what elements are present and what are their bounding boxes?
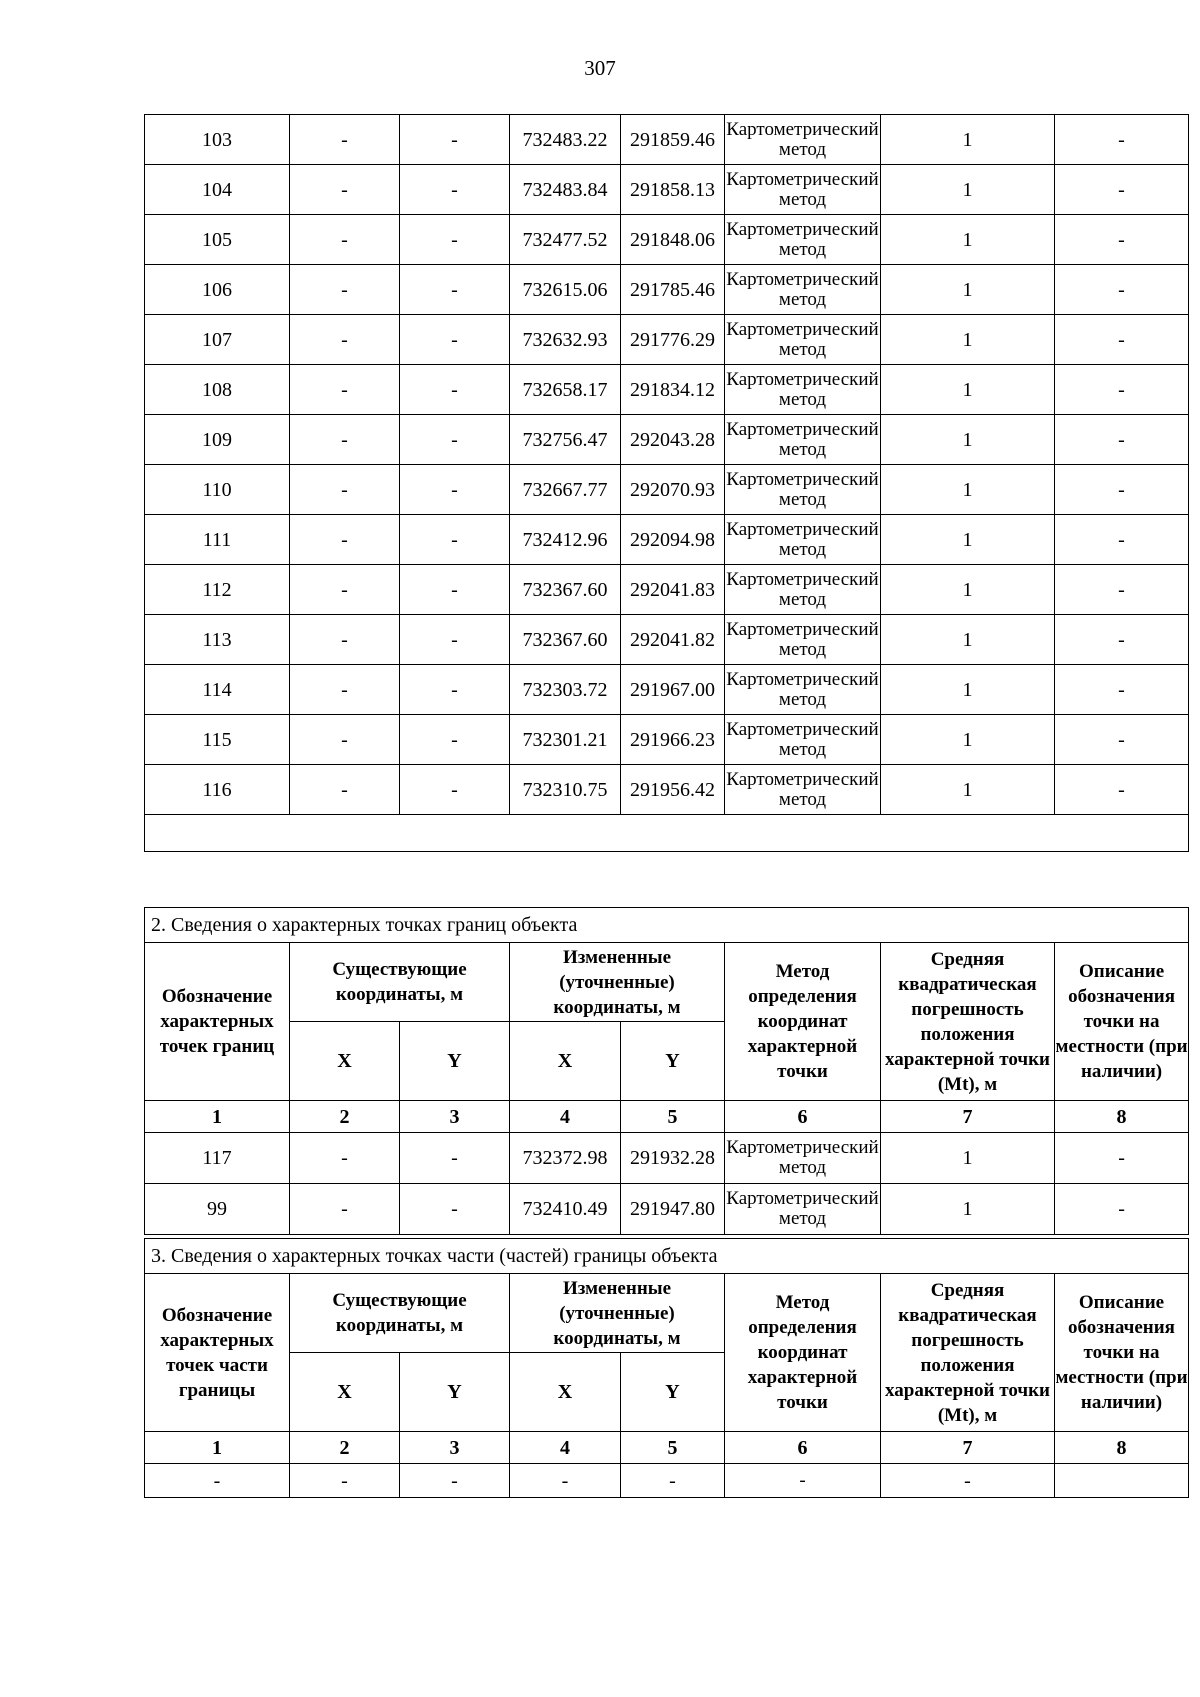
existing-y-cell: - [400, 415, 510, 465]
mean-square-error-cell: 1 [881, 215, 1055, 265]
column-number: 1 [145, 1101, 290, 1133]
table-row [145, 165, 1189, 215]
header-existing-coordinates: Существующие координаты, м [290, 1274, 510, 1353]
changed-x-cell: 732367.60 [510, 615, 621, 665]
mean-square-error-cell: - [881, 1464, 1055, 1498]
changed-x-cell: 732483.84 [510, 165, 621, 215]
method-cell: Картометрический метод [725, 115, 881, 165]
column-number: 6 [725, 1432, 881, 1464]
header-existing-coordinates: Существующие координаты, м [290, 943, 510, 1022]
table-row [145, 215, 1189, 265]
point-id-cell: 113 [145, 615, 290, 665]
mean-square-error-cell: 1 [881, 415, 1055, 465]
header-description: Описание обозначения точки на местности (при наличии) [1055, 1274, 1189, 1432]
existing-x-cell: - [290, 1133, 400, 1184]
changed-y-cell: 292070.93 [621, 465, 725, 515]
existing-x-cell: - [290, 715, 400, 765]
description-cell: - [1055, 365, 1189, 415]
table-row [145, 1184, 1189, 1235]
header-changed-coordinates: Измененные (уточненные) координаты, м [510, 943, 725, 1022]
mean-square-error-cell: 1 [881, 765, 1055, 815]
mean-square-error-cell: 1 [881, 1184, 1055, 1235]
existing-y-cell: - [400, 465, 510, 515]
changed-y-cell: 291858.13 [621, 165, 725, 215]
header-changed-y: Y [621, 1022, 725, 1101]
point-id-cell: 116 [145, 765, 290, 815]
method-cell: Картометрический метод [725, 615, 881, 665]
section2-boundary-points-table [144, 907, 1189, 1235]
table-row [145, 565, 1189, 615]
column-number: 8 [1055, 1101, 1189, 1133]
column-number: 5 [621, 1432, 725, 1464]
table-row [145, 415, 1189, 465]
header-existing-x: X [290, 1353, 400, 1432]
description-cell: - [1055, 215, 1189, 265]
existing-y-cell: - [400, 715, 510, 765]
changed-x-cell: 732367.60 [510, 565, 621, 615]
existing-y-cell: - [400, 165, 510, 215]
column-number: 6 [725, 1101, 881, 1133]
existing-y-cell: - [400, 565, 510, 615]
method-cell: Картометрический метод [725, 365, 881, 415]
changed-y-cell: - [621, 1464, 725, 1498]
column-number: 7 [881, 1101, 1055, 1133]
changed-y-cell: 291848.06 [621, 215, 725, 265]
existing-x-cell: - [290, 565, 400, 615]
point-id-cell: 114 [145, 665, 290, 715]
method-cell: Картометрический метод [725, 515, 881, 565]
changed-y-cell: 291785.46 [621, 265, 725, 315]
description-cell: - [1055, 415, 1189, 465]
header-existing-x: X [290, 1022, 400, 1101]
changed-x-cell: 732658.17 [510, 365, 621, 415]
method-cell: Картометрический метод [725, 315, 881, 365]
existing-y-cell: - [400, 115, 510, 165]
changed-x-cell: 732372.98 [510, 1133, 621, 1184]
header-existing-y: Y [400, 1022, 510, 1101]
table-row [145, 315, 1189, 365]
mean-square-error-cell: 1 [881, 115, 1055, 165]
description-cell: - [1055, 315, 1189, 365]
column-number: 1 [145, 1432, 290, 1464]
existing-x-cell: - [290, 1464, 400, 1498]
table-row [145, 615, 1189, 665]
method-cell: Картометрический метод [725, 715, 881, 765]
description-cell: - [1055, 265, 1189, 315]
header-mean-square-error: Средняя квадратическая погрешность положения характерной точки (Mt), м [881, 943, 1055, 1101]
table-row [145, 115, 1189, 165]
point-id-cell: 107 [145, 315, 290, 365]
point-id-cell: 99 [145, 1184, 290, 1235]
description-cell: - [1055, 715, 1189, 765]
mean-square-error-cell: 1 [881, 515, 1055, 565]
method-cell: Картометрический метод [725, 215, 881, 265]
method-cell: Картометрический метод [725, 1184, 881, 1235]
method-cell: Картометрический метод [725, 665, 881, 715]
description-cell: - [1055, 665, 1189, 715]
changed-x-cell: 732412.96 [510, 515, 621, 565]
changed-y-cell: 291932.28 [621, 1133, 725, 1184]
point-id-cell: 110 [145, 465, 290, 515]
description-cell: - [1055, 165, 1189, 215]
changed-x-cell: 732483.22 [510, 115, 621, 165]
header-mean-square-error: Средняя квадратическая погрешность положения характерной точки (Mt), м [881, 1274, 1055, 1432]
point-id-cell: 108 [145, 365, 290, 415]
point-id-cell: 111 [145, 515, 290, 565]
point-id-cell: 117 [145, 1133, 290, 1184]
point-id-cell: 105 [145, 215, 290, 265]
description-cell: - [1055, 765, 1189, 815]
existing-y-cell: - [400, 265, 510, 315]
existing-x-cell: - [290, 265, 400, 315]
existing-x-cell: - [290, 415, 400, 465]
method-cell: - [725, 1464, 881, 1498]
description-cell: - [1055, 515, 1189, 565]
changed-y-cell: 291967.00 [621, 665, 725, 715]
mean-square-error-cell: 1 [881, 365, 1055, 415]
header-existing-y: Y [400, 1353, 510, 1432]
point-id-cell: 103 [145, 115, 290, 165]
header-changed-x: X [510, 1353, 621, 1432]
mean-square-error-cell: 1 [881, 565, 1055, 615]
changed-x-cell: 732477.52 [510, 215, 621, 265]
existing-y-cell: - [400, 365, 510, 415]
coordinates-table-continued [144, 114, 1189, 852]
point-id-cell: 115 [145, 715, 290, 765]
mean-square-error-cell: 1 [881, 715, 1055, 765]
mean-square-error-cell: 1 [881, 165, 1055, 215]
existing-x-cell: - [290, 1184, 400, 1235]
changed-y-cell: 291966.23 [621, 715, 725, 765]
column-number: 4 [510, 1101, 621, 1133]
header-designation: Обозначение характерных точек границ [145, 943, 290, 1101]
changed-x-cell: 732632.93 [510, 315, 621, 365]
column-number: 7 [881, 1432, 1055, 1464]
column-number: 2 [290, 1432, 400, 1464]
changed-y-cell: 292043.28 [621, 415, 725, 465]
header-changed-y: Y [621, 1353, 725, 1432]
method-cell: Картометрический метод [725, 565, 881, 615]
method-cell: Картометрический метод [725, 415, 881, 465]
table-row [145, 465, 1189, 515]
mean-square-error-cell: 1 [881, 465, 1055, 515]
column-number: 3 [400, 1432, 510, 1464]
table-row [145, 715, 1189, 765]
existing-x-cell: - [290, 215, 400, 265]
point-id-cell: 106 [145, 265, 290, 315]
changed-x-cell: 732303.72 [510, 665, 621, 715]
existing-x-cell: - [290, 315, 400, 365]
changed-x-cell: 732410.49 [510, 1184, 621, 1235]
changed-y-cell: 291776.29 [621, 315, 725, 365]
column-number: 8 [1055, 1432, 1189, 1464]
section3-part-boundary-points-table [144, 1238, 1189, 1498]
point-id-cell: 104 [145, 165, 290, 215]
existing-x-cell: - [290, 665, 400, 715]
existing-y-cell: - [400, 1184, 510, 1235]
existing-x-cell: - [290, 115, 400, 165]
table-row [145, 765, 1189, 815]
changed-y-cell: 292041.83 [621, 565, 725, 615]
method-cell: Картометрический метод [725, 265, 881, 315]
changed-y-cell: 291947.80 [621, 1184, 725, 1235]
header-changed-coordinates: Измененные (уточненные) координаты, м [510, 1274, 725, 1353]
header-description: Описание обозначения точки на местности (при наличии) [1055, 943, 1189, 1101]
table-row [145, 1464, 1189, 1498]
method-cell: Картометрический метод [725, 465, 881, 515]
page-number: 307 [584, 56, 616, 80]
mean-square-error-cell: 1 [881, 665, 1055, 715]
column-number: 3 [400, 1101, 510, 1133]
changed-y-cell: 291834.12 [621, 365, 725, 415]
section2-title: 2. Сведения о характерных точках границ объекта [145, 908, 1189, 943]
existing-x-cell: - [290, 165, 400, 215]
existing-y-cell: - [400, 615, 510, 665]
description-cell: - [1055, 565, 1189, 615]
point-id-cell: - [145, 1464, 290, 1498]
existing-x-cell: - [290, 515, 400, 565]
section3-title: 3. Сведения о характерных точках части (частей) границы объекта [145, 1239, 1189, 1274]
changed-y-cell: 291859.46 [621, 115, 725, 165]
changed-x-cell: 732301.21 [510, 715, 621, 765]
table-row [145, 1133, 1189, 1184]
description-cell: - [1055, 115, 1189, 165]
column-number: 5 [621, 1101, 725, 1133]
existing-x-cell: - [290, 615, 400, 665]
table-row [145, 515, 1189, 565]
method-cell: Картометрический метод [725, 765, 881, 815]
existing-y-cell: - [400, 665, 510, 715]
table-row [145, 365, 1189, 415]
existing-y-cell: - [400, 1464, 510, 1498]
description-cell: - [1055, 615, 1189, 665]
mean-square-error-cell: 1 [881, 615, 1055, 665]
description-cell [1055, 1464, 1189, 1498]
existing-y-cell: - [400, 765, 510, 815]
empty-row [145, 815, 1189, 852]
header-method: Метод определения координат характерной точки [725, 943, 881, 1101]
existing-y-cell: - [400, 315, 510, 365]
changed-y-cell: 292094.98 [621, 515, 725, 565]
existing-x-cell: - [290, 465, 400, 515]
changed-x-cell: 732615.06 [510, 265, 621, 315]
column-number: 4 [510, 1432, 621, 1464]
description-cell: - [1055, 465, 1189, 515]
table-row [145, 665, 1189, 715]
existing-x-cell: - [290, 765, 400, 815]
description-cell: - [1055, 1133, 1189, 1184]
changed-x-cell: 732310.75 [510, 765, 621, 815]
existing-x-cell: - [290, 365, 400, 415]
empty-cell [145, 815, 1189, 852]
changed-x-cell: - [510, 1464, 621, 1498]
mean-square-error-cell: 1 [881, 265, 1055, 315]
mean-square-error-cell: 1 [881, 315, 1055, 365]
point-id-cell: 109 [145, 415, 290, 465]
description-cell: - [1055, 1184, 1189, 1235]
header-changed-x: X [510, 1022, 621, 1101]
existing-y-cell: - [400, 215, 510, 265]
header-designation: Обозначение характерных точек части границы [145, 1274, 290, 1432]
column-number: 2 [290, 1101, 400, 1133]
existing-y-cell: - [400, 1133, 510, 1184]
point-id-cell: 112 [145, 565, 290, 615]
changed-x-cell: 732667.77 [510, 465, 621, 515]
method-cell: Картометрический метод [725, 1133, 881, 1184]
header-method: Метод определения координат характерной точки [725, 1274, 881, 1432]
changed-y-cell: 292041.82 [621, 615, 725, 665]
table-row [145, 265, 1189, 315]
method-cell: Картометрический метод [725, 165, 881, 215]
existing-y-cell: - [400, 515, 510, 565]
changed-x-cell: 732756.47 [510, 415, 621, 465]
mean-square-error-cell: 1 [881, 1133, 1055, 1184]
changed-y-cell: 291956.42 [621, 765, 725, 815]
